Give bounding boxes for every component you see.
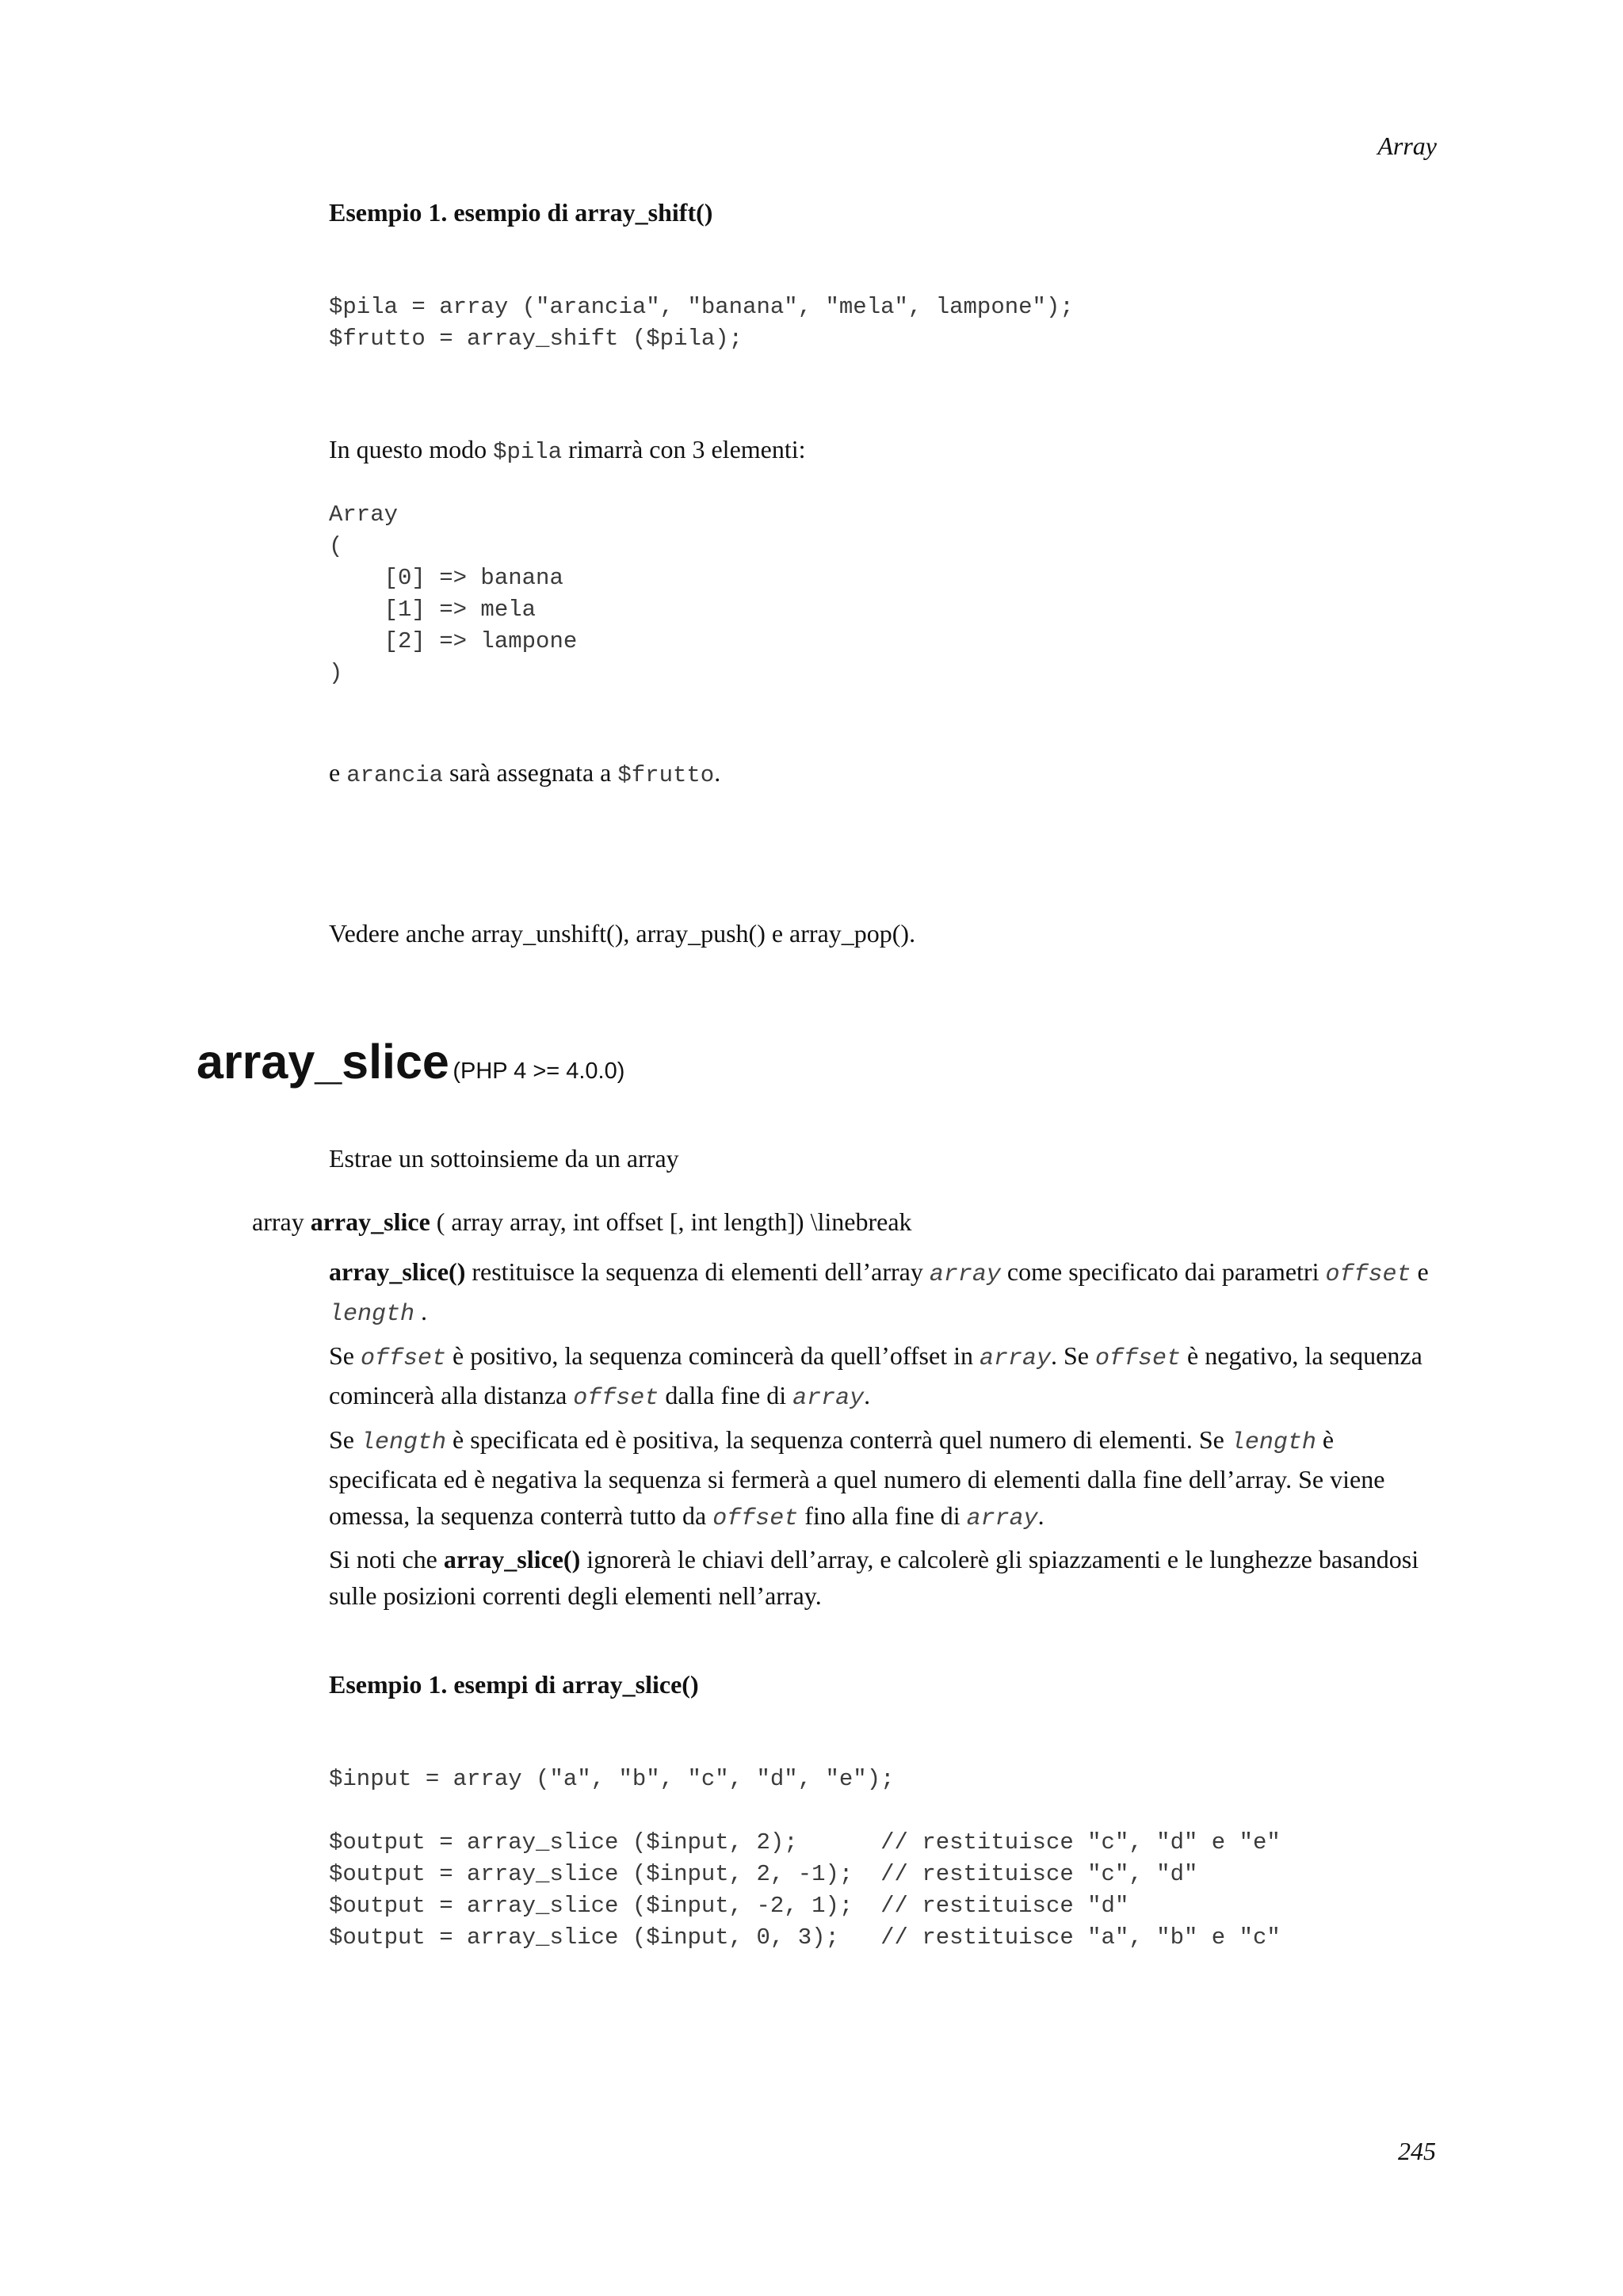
code-line: $output = array_slice ($input, 2); // restituisce "c", "d" e "e": [329, 1829, 1281, 1855]
param: offset: [712, 1505, 799, 1532]
stack-remaining-text: [329, 432, 806, 470]
text: array: [252, 1207, 311, 1236]
description-paragraph: [329, 1253, 1438, 1333]
text: ignorerà le chiavi dell’array, e calcolerè gli spiazzamenti e le lunghezze basandosi sulle posizioni correnti degli elementi nell’array.: [329, 1545, 1419, 1610]
output-listing: [329, 499, 577, 689]
param: offset: [1325, 1261, 1411, 1288]
signature-function: array_slice: [310, 1207, 430, 1236]
param: offset: [1095, 1345, 1182, 1372]
code-line: $frutto = array_shift ($pila);: [329, 326, 743, 352]
param: length: [329, 1301, 415, 1328]
param: length: [361, 1429, 447, 1456]
see-also: Vedere anche array_unshift(), array_push() e array_pop().: [329, 919, 916, 948]
code-example-slice: [329, 1764, 1281, 1954]
param: length: [1230, 1429, 1316, 1456]
text: dalla fine di: [659, 1381, 793, 1409]
param: array: [979, 1345, 1051, 1372]
output-line: (: [329, 533, 343, 559]
function-heading: [197, 1034, 624, 1089]
inline-code: arancia: [346, 762, 444, 788]
code-example-shift: [329, 292, 1074, 355]
text: .: [414, 1297, 428, 1325]
description-paragraph: [329, 1337, 1438, 1417]
example-title: Esempio 1. esempio di array_shift(): [329, 198, 713, 227]
code-line: $output = array_slice ($input, -2, 1); // restituisce "d": [329, 1893, 1129, 1919]
text: fino alla fine di: [798, 1501, 967, 1530]
code-line: $input = array ("a", "b", "c", "d", "e");: [329, 1766, 895, 1792]
text: come specificato dai parametri: [1000, 1257, 1326, 1286]
param: array: [966, 1505, 1038, 1532]
assignment-text: [329, 755, 720, 793]
function-name: array_slice: [197, 1035, 449, 1089]
text: .: [1037, 1501, 1044, 1530]
text: è negativo, la sequenza comincerà alla distanza: [329, 1341, 1423, 1409]
output-line: [0] => banana: [329, 565, 563, 591]
text: . Se: [1051, 1341, 1095, 1370]
text: è specificata ed è positiva, la sequenza conterrà quel numero di elementi. Se: [446, 1425, 1231, 1454]
running-header: Array: [1377, 132, 1437, 160]
text: ( array array, int offset [, int length]) \linebreak: [430, 1207, 912, 1236]
code-line: [329, 1795, 1281, 1827]
output-line: [2] => lampone: [329, 628, 578, 654]
text: sarà assegnata a: [443, 758, 618, 787]
text: In questo modo: [329, 435, 494, 463]
version-note: (PHP 4 >= 4.0.0): [453, 1058, 625, 1084]
param: offset: [361, 1345, 447, 1372]
text: è positivo, la sequenza comincerà da quell’offset in: [446, 1341, 980, 1370]
function-summary: Estrae un sottoinsieme da un array: [329, 1144, 679, 1173]
text: Si noti che: [329, 1545, 444, 1573]
output-line: Array: [329, 502, 399, 528]
output-line: [1] => mela: [329, 597, 537, 623]
inline-code: $frutto: [617, 762, 715, 788]
text: rimarrà con 3 elementi:: [562, 435, 806, 463]
function-ref: array_slice(): [329, 1257, 466, 1286]
param: array: [929, 1261, 1001, 1288]
inline-code: $pila: [493, 439, 563, 465]
param: offset: [573, 1385, 659, 1412]
code-line: $pila = array ("arancia", "banana", "mela", lampone");: [329, 294, 1074, 320]
code-line: $output = array_slice ($input, 0, 3); // restituisce "a", "b" e "c": [329, 1924, 1281, 1951]
function-signature: [252, 1204, 912, 1239]
description-paragraph: [329, 1541, 1438, 1614]
text: è specificata ed è negativa la sequenza si fermerà a quel numero di elementi dalla fine dell’array. Se viene omessa, la sequenza conterrà tutto da: [329, 1425, 1385, 1530]
example-title: Esempio 1. esempi di array_slice(): [329, 1670, 699, 1699]
text: e: [1411, 1257, 1429, 1286]
output-line: ): [329, 660, 343, 686]
page-number: 245: [1398, 2137, 1436, 2165]
code-line: $output = array_slice ($input, 2, -1); // restituisce "c", "d": [329, 1861, 1198, 1887]
description-paragraph: [329, 1421, 1438, 1537]
param: array: [792, 1385, 865, 1412]
function-ref: array_slice(): [443, 1545, 581, 1573]
text: e: [329, 758, 347, 787]
text: Se: [329, 1341, 361, 1370]
text: restituisce la sequenza di elementi dell’array: [465, 1257, 930, 1286]
text: Se: [329, 1425, 361, 1454]
text: .: [864, 1381, 871, 1409]
text: .: [714, 758, 721, 787]
